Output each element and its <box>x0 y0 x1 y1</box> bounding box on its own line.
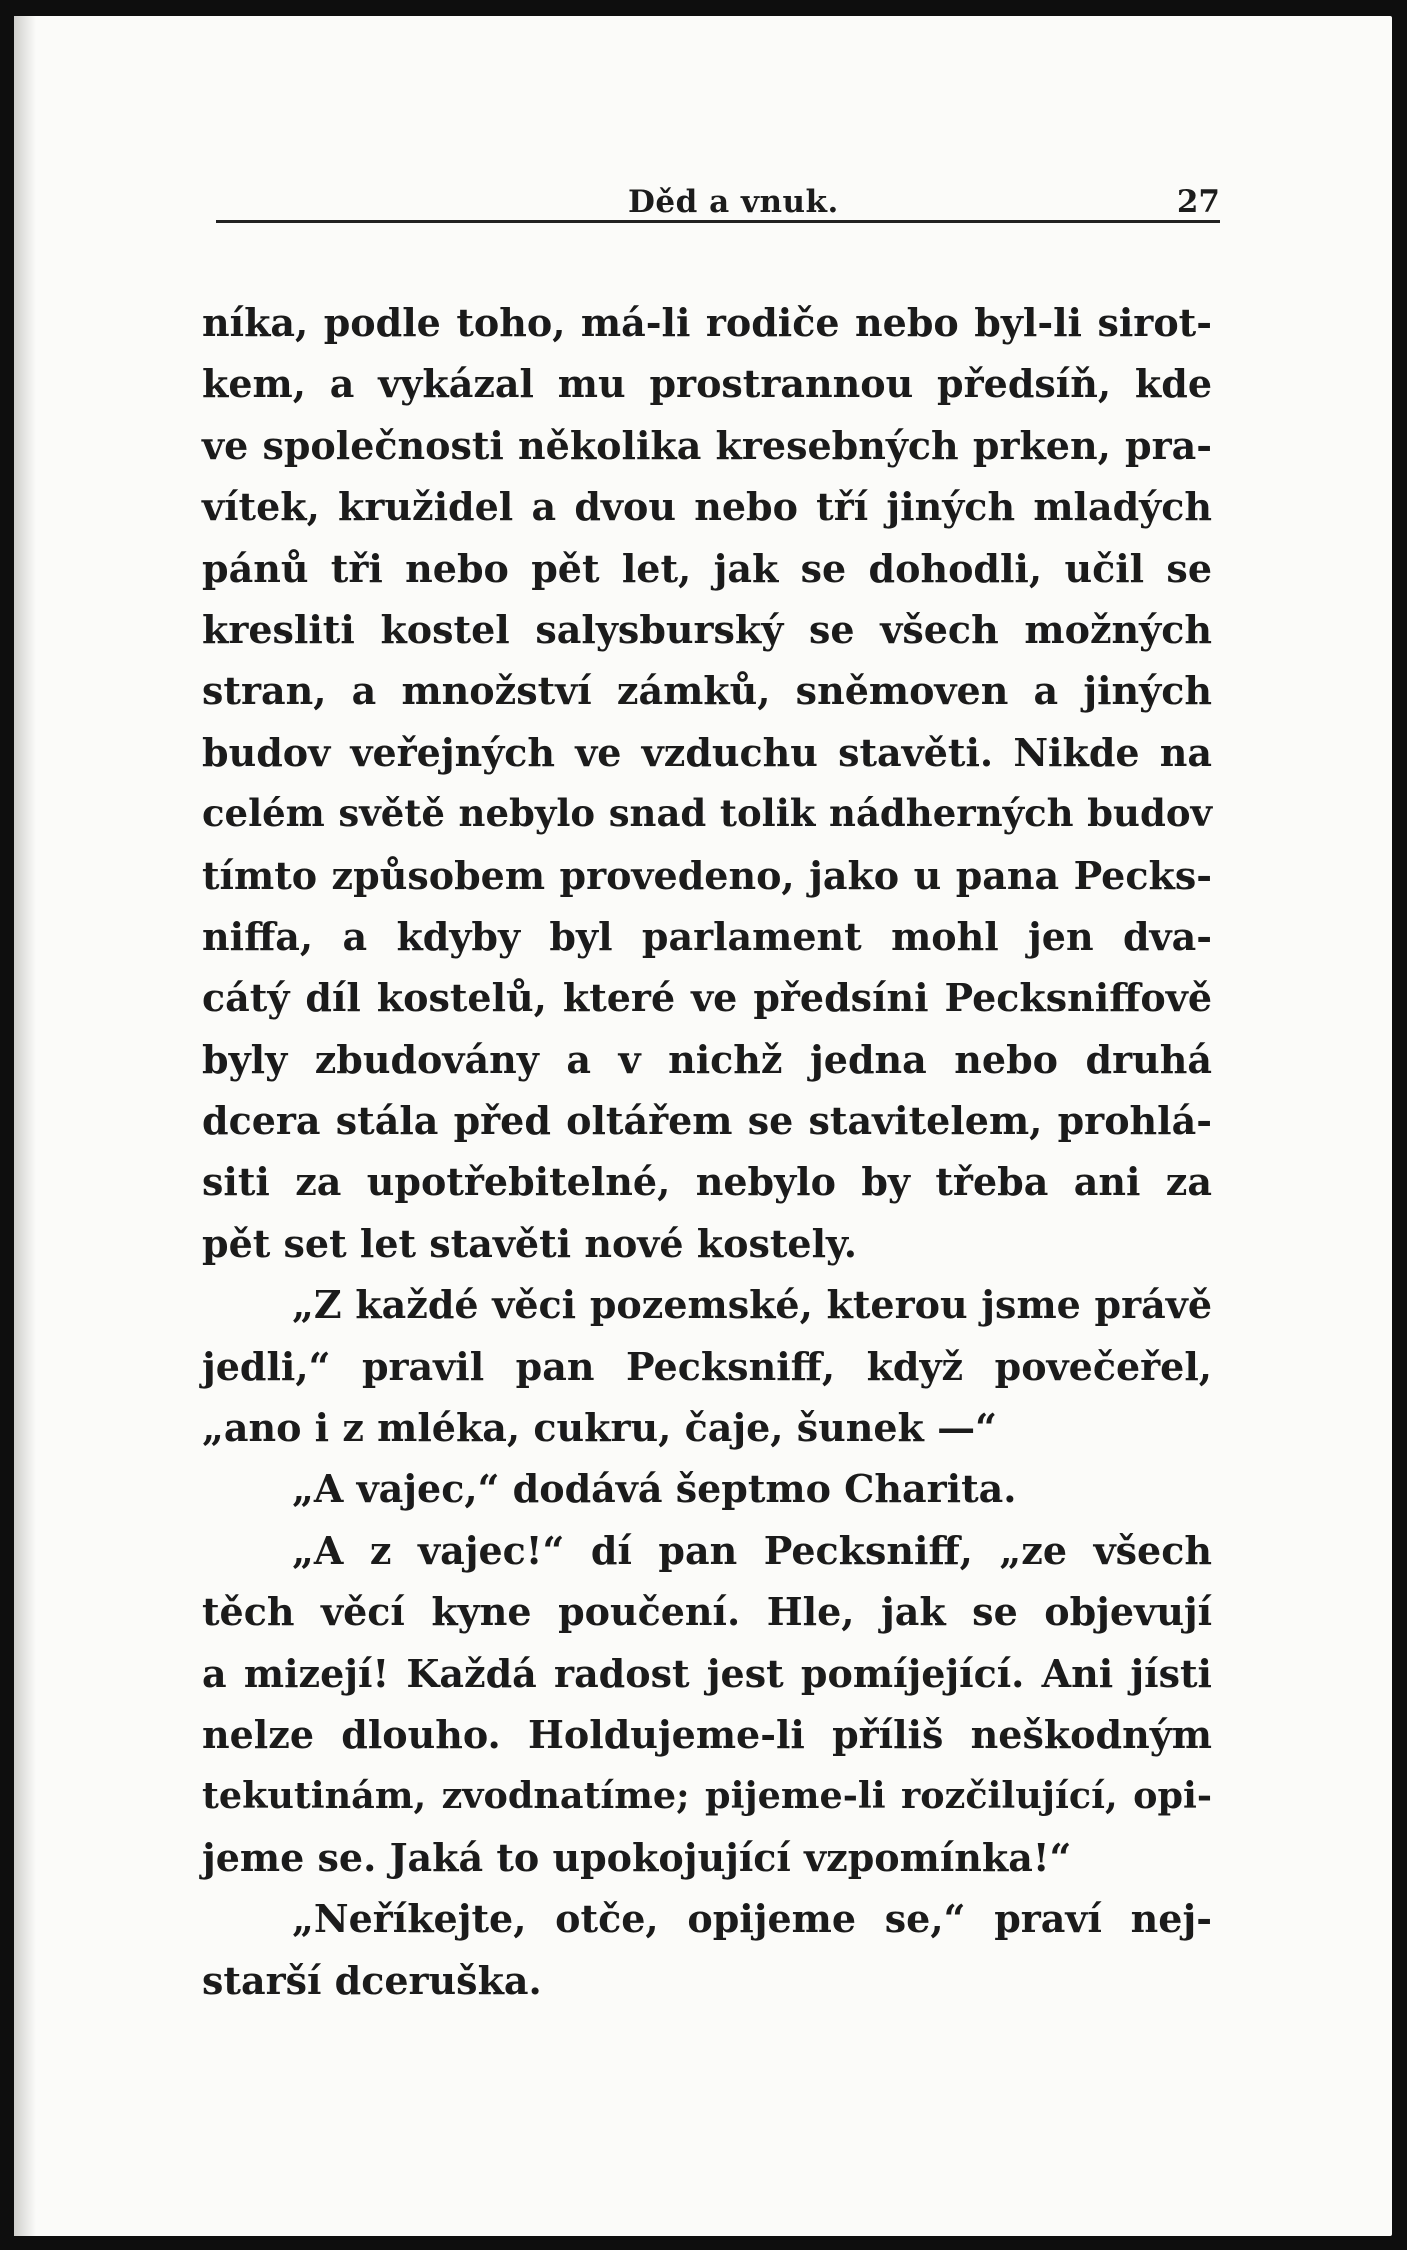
text-line: budov veřejných ve vzduchu stavěti. Nikde na <box>202 729 1212 775</box>
text-line: kresliti kostel salysburský se všech možných <box>202 606 1212 652</box>
text-line: dcera stála před oltářem se stavitelem, prohlá- <box>202 1098 1212 1144</box>
text-line: vítek, kružidel a dvou nebo tří jiných mladých <box>202 484 1212 530</box>
text-line: byly zbudovány a v nichž jedna nebo druhá <box>202 1036 1212 1082</box>
page-number: 27 <box>1176 184 1220 220</box>
text-line: cátý díl kostelů, které ve předsíni Pecksniffově <box>202 975 1212 1021</box>
text-line: siti za upotřebitelné, nebylo by třeba ani za <box>202 1159 1212 1205</box>
text-line: „A z vajec!“ dí pan Pecksniff, „ze všech <box>292 1527 1212 1573</box>
text-line: níka, podle toho, má-li rodiče nebo byl-li sirot- <box>202 300 1212 345</box>
text-line: „ano i z mléka, cukru, čaje, šunek —“ <box>202 1405 997 1451</box>
text-line: „A vajec,“ dodává šeptmo Charita. <box>292 1466 1017 1512</box>
text-line: pánů tři nebo pět let, jak se dohodli, učil se <box>202 545 1212 591</box>
text-line: jedli,“ pravil pan Pecksniff, když povečeřel, <box>202 1343 1212 1389</box>
text-line: celém světě nebylo snad tolik nádherných budov <box>202 791 1212 836</box>
scan-edge-shadow <box>14 16 36 2236</box>
text-line: pět set let stavěti nové kostely. <box>202 1220 857 1266</box>
text-line: tímto způsobem provedeno, jako u pana Pecks- <box>202 852 1212 898</box>
text-line: „Z každé věci pozemské, kterou jsme právě <box>292 1282 1212 1328</box>
text-line: tekutinám, zvodnatíme; pijeme-li rozčilující, opi- <box>202 1774 1212 1818</box>
text-line: stran, a množství zámků, sněmoven a jiných <box>202 668 1212 714</box>
page-header <box>216 166 1220 223</box>
text-line: kem, a vykázal mu prostrannou předsíň, kde <box>202 361 1212 407</box>
text-line: jeme se. Jaká to upokojující vzpomínka!“ <box>202 1834 1072 1880</box>
text-line: ve společnosti několika kresebných prken, pra- <box>202 422 1212 468</box>
text-line: těch věcí kyne poučení. Hle, jak se objevují <box>202 1589 1212 1635</box>
text-line: a mizejí! Každá radost jest pomíjející. Ani jísti <box>202 1650 1212 1696</box>
text-line: starší dceruška. <box>202 1957 542 2003</box>
text-line: niffa, a kdyby byl parlament mohl jen dva- <box>202 913 1212 959</box>
text-line: „Neříkejte, otče, opijeme se,“ praví nej- <box>292 1896 1212 1942</box>
running-title: Děd a vnuk. <box>628 184 839 220</box>
body-text <box>202 292 1212 2011</box>
text-line: nelze dlouho. Holdujeme-li příliš neškodným <box>202 1711 1212 1757</box>
